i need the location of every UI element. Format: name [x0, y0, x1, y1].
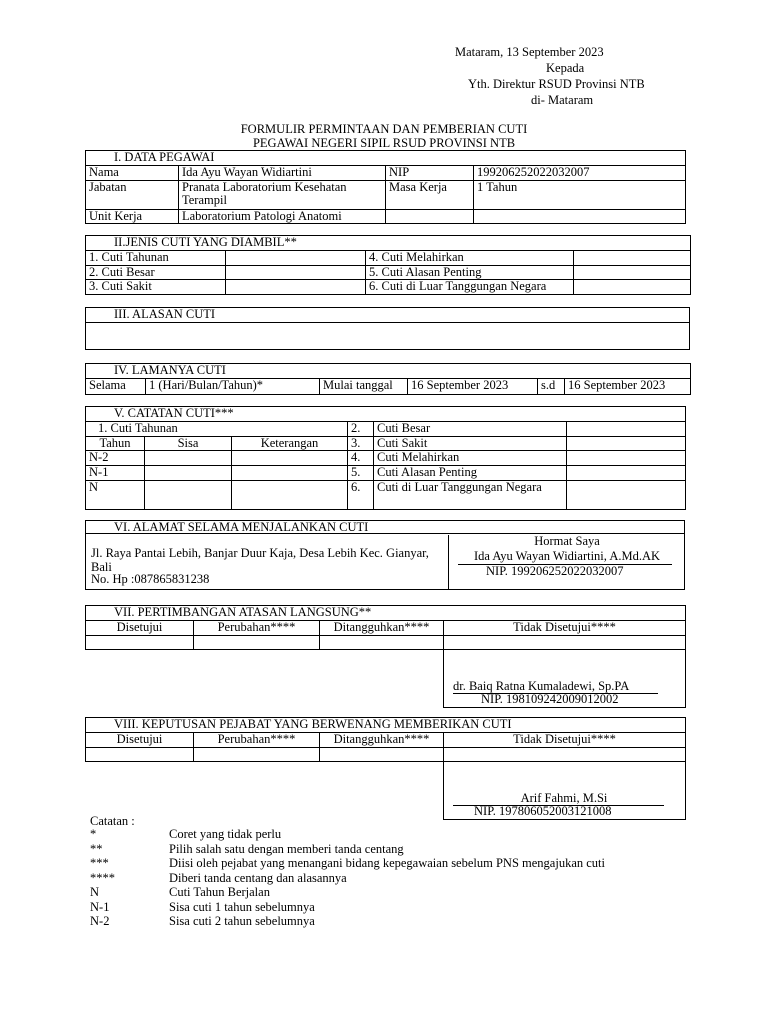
row-number: 4.: [348, 451, 374, 466]
phone-number[interactable]: No. Hp :087865831238: [91, 572, 210, 586]
col-perubahan: Perubahan****: [194, 732, 320, 747]
jenis-cuti-item: 6. Cuti di Luar Tanggungan Negara: [366, 280, 574, 295]
official-nip: NIP. 197806052003121008: [474, 803, 612, 818]
selama-label: Selama: [86, 378, 146, 394]
notes-values: [169, 828, 605, 930]
unit-kerja-value[interactable]: Laboratorium Patologi Anatomi: [179, 209, 386, 224]
catatan-value[interactable]: [567, 421, 686, 436]
recipient: Yth. Direktur RSUD Provinsi NTB: [468, 77, 645, 91]
empty-cell: [386, 209, 474, 224]
jenis-cuti-item: 4. Cuti Melahirkan: [366, 250, 574, 265]
note-key: *: [90, 827, 97, 841]
jabatan-value[interactable]: Pranata Laboratorium Kesehatan Terampil: [179, 180, 386, 209]
cuti-tahunan-label: 1. Cuti Tahunan: [86, 421, 348, 436]
section-lamanya-cuti: [85, 363, 691, 395]
section-heading: IV. LAMANYA CUTI: [86, 364, 691, 379]
catatan-label: Cuti Alasan Penting: [374, 466, 567, 481]
col-tahun: Tahun: [86, 436, 145, 451]
note-text: Pilih salah satu dengan memberi tanda centang: [169, 841, 404, 856]
nip-value[interactable]: 199206252022032007: [474, 165, 686, 180]
section-jenis-cuti: [85, 235, 691, 295]
catatan-value[interactable]: [567, 466, 686, 481]
catatan-value[interactable]: [567, 451, 686, 466]
section-keputusan-pejabat: [85, 717, 686, 820]
checkbox-cell[interactable]: [574, 265, 691, 280]
approver-name: dr. Baiq Ratna Kumaladewi, Sp.PA: [453, 678, 630, 693]
address-text[interactable]: Jl. Raya Pantai Lebih, Banjar Duur Kaja, Desa Lebih Kec. Gianyar, Bali: [91, 546, 429, 574]
section-alamat-cuti: [85, 520, 685, 590]
nip-label: NIP: [386, 165, 474, 180]
sisa-cell[interactable]: [145, 481, 232, 510]
alasan-cuti-field[interactable]: [86, 322, 690, 349]
col-ditangguhkan: Ditangguhkan****: [320, 732, 444, 747]
note-text: Diberi tanda centang dan alasannya: [169, 870, 347, 885]
keterangan-cell[interactable]: [232, 481, 348, 510]
section-heading: VII. PERTIMBANGAN ATASAN LANGSUNG**: [86, 606, 686, 621]
note-key: N-2: [90, 914, 110, 928]
col-sisa: Sisa: [145, 436, 232, 451]
kepada-label: Kepada: [546, 61, 585, 75]
note-key: ***: [90, 856, 109, 870]
hormat-saya: Hormat Saya: [534, 534, 600, 548]
check-cell[interactable]: [194, 635, 320, 649]
col-tidak-disetujui: Tidak Disetujui****: [444, 732, 686, 747]
jenis-cuti-item: 1. Cuti Tahunan: [86, 250, 226, 265]
keterangan-cell[interactable]: [232, 466, 348, 481]
note-key: N-1: [90, 899, 110, 914]
nama-label: Nama: [86, 165, 179, 180]
col-disetujui: Disetujui: [86, 732, 194, 747]
place-date: Mataram, 13 September 2023: [455, 45, 604, 59]
col-keterangan: Keterangan: [232, 436, 348, 451]
section-heading: VI. ALAMAT SELAMA MENJALANKAN CUTI: [86, 521, 684, 534]
catatan-label: Cuti Melahirkan: [374, 451, 567, 466]
notes-title: Catatan :: [90, 814, 135, 828]
masa-kerja-value[interactable]: 1 Tahun: [474, 180, 686, 209]
note-text: Sisa cuti 2 tahun sebelumnya: [169, 914, 315, 928]
checkbox-cell[interactable]: [226, 265, 366, 280]
checkbox-cell[interactable]: [574, 250, 691, 265]
sisa-cell[interactable]: [145, 451, 232, 466]
signature-cell: [444, 761, 686, 819]
row-number: 3.: [348, 436, 374, 451]
note-text: Cuti Tahun Berjalan: [169, 885, 270, 899]
unit-kerja-label: Unit Kerja: [86, 209, 179, 224]
check-cell[interactable]: [320, 635, 444, 649]
section-alasan-cuti: [85, 307, 690, 350]
empty-cell: [474, 209, 686, 224]
catatan-label: Cuti Sakit: [374, 436, 567, 451]
check-cell[interactable]: [444, 747, 686, 761]
form-subtitle: PEGAWAI NEGERI SIPIL RSUD PROVINSI NTB: [252, 136, 516, 150]
row-number: 2.: [348, 421, 374, 436]
keterangan-cell[interactable]: [232, 451, 348, 466]
note-key: ****: [90, 870, 115, 885]
catatan-value[interactable]: [567, 436, 686, 451]
end-date[interactable]: 16 September 2023: [565, 378, 691, 394]
check-cell[interactable]: [86, 635, 194, 649]
check-cell[interactable]: [86, 747, 194, 761]
notes-keys: [90, 828, 115, 930]
note-text: Diisi oleh pejabat yang menangani bidang kepegawaian sebelum PNS mengajukan cuti: [169, 856, 605, 870]
catatan-value[interactable]: [567, 481, 686, 510]
recipient-location: di- Mataram: [531, 93, 594, 107]
sisa-cell[interactable]: [145, 466, 232, 481]
jenis-cuti-item: 2. Cuti Besar: [86, 265, 226, 280]
start-date[interactable]: 16 September 2023: [408, 378, 538, 394]
nama-value[interactable]: Ida Ayu Wayan Widiartini: [179, 165, 386, 180]
tahun-cell: N-2: [86, 451, 145, 466]
section-catatan-cuti: [85, 406, 686, 510]
note-key: **: [90, 841, 103, 856]
checkbox-cell[interactable]: [574, 280, 691, 295]
empty-area: [86, 649, 444, 707]
jabatan-label: Jabatan: [86, 180, 179, 209]
jenis-cuti-item: 5. Cuti Alasan Penting: [366, 265, 574, 280]
note-key: N: [90, 885, 100, 899]
col-ditangguhkan: Ditangguhkan****: [320, 620, 444, 635]
check-cell[interactable]: [320, 747, 444, 761]
jenis-cuti-item: 3. Cuti Sakit: [86, 280, 226, 295]
note-text: Coret yang tidak perlu: [169, 827, 282, 841]
section-heading: VIII. KEPUTUSAN PEJABAT YANG BERWENANG MEMBERIKAN CUTI: [86, 718, 686, 733]
row-number: 6.: [348, 481, 374, 510]
applicant-name: Ida Ayu Wayan Widiartini, A.Md.AK: [473, 549, 661, 563]
signature-cell: [444, 649, 686, 707]
check-cell[interactable]: [444, 635, 686, 649]
section-data-pegawai: [85, 150, 686, 224]
approver-nip: NIP. 198109242009012002: [481, 691, 619, 706]
section-pertimbangan-atasan: [85, 605, 686, 708]
catatan-label: Cuti di Luar Tanggungan Negara: [374, 481, 567, 510]
section-heading: II.JENIS CUTI YANG DIAMBIL**: [86, 236, 691, 251]
section-heading: III. ALASAN CUTI: [86, 308, 690, 323]
sd-label: s.d: [538, 378, 565, 394]
lama-value[interactable]: 1 (Hari/Bulan/Tahun)*: [146, 378, 320, 394]
col-perubahan: Perubahan****: [194, 620, 320, 635]
catatan-label: Cuti Besar: [374, 421, 567, 436]
col-tidak-disetujui: Tidak Disetujui****: [444, 620, 686, 635]
empty-area: [86, 761, 444, 819]
row-number: 5.: [348, 466, 374, 481]
checkbox-cell[interactable]: [226, 280, 366, 295]
tahun-cell: N: [86, 481, 145, 510]
section-heading: V. CATATAN CUTI***: [86, 407, 686, 422]
section-heading: I. DATA PEGAWAI: [86, 151, 686, 166]
col-disetujui: Disetujui: [86, 620, 194, 635]
note-text: Sisa cuti 1 tahun sebelumnya: [169, 899, 315, 914]
tahun-cell: N-1: [86, 466, 145, 481]
mulai-label: Mulai tanggal: [320, 378, 408, 394]
check-cell[interactable]: [194, 747, 320, 761]
checkbox-cell[interactable]: [226, 250, 366, 265]
applicant-nip: NIP. 199206252022032007: [486, 564, 624, 578]
masa-kerja-label: Masa Kerja: [386, 180, 474, 209]
official-name: Arif Fahmi, M.Si: [520, 790, 608, 805]
form-title: FORMULIR PERMINTAAN DAN PEMBERIAN CUTI: [240, 122, 528, 136]
